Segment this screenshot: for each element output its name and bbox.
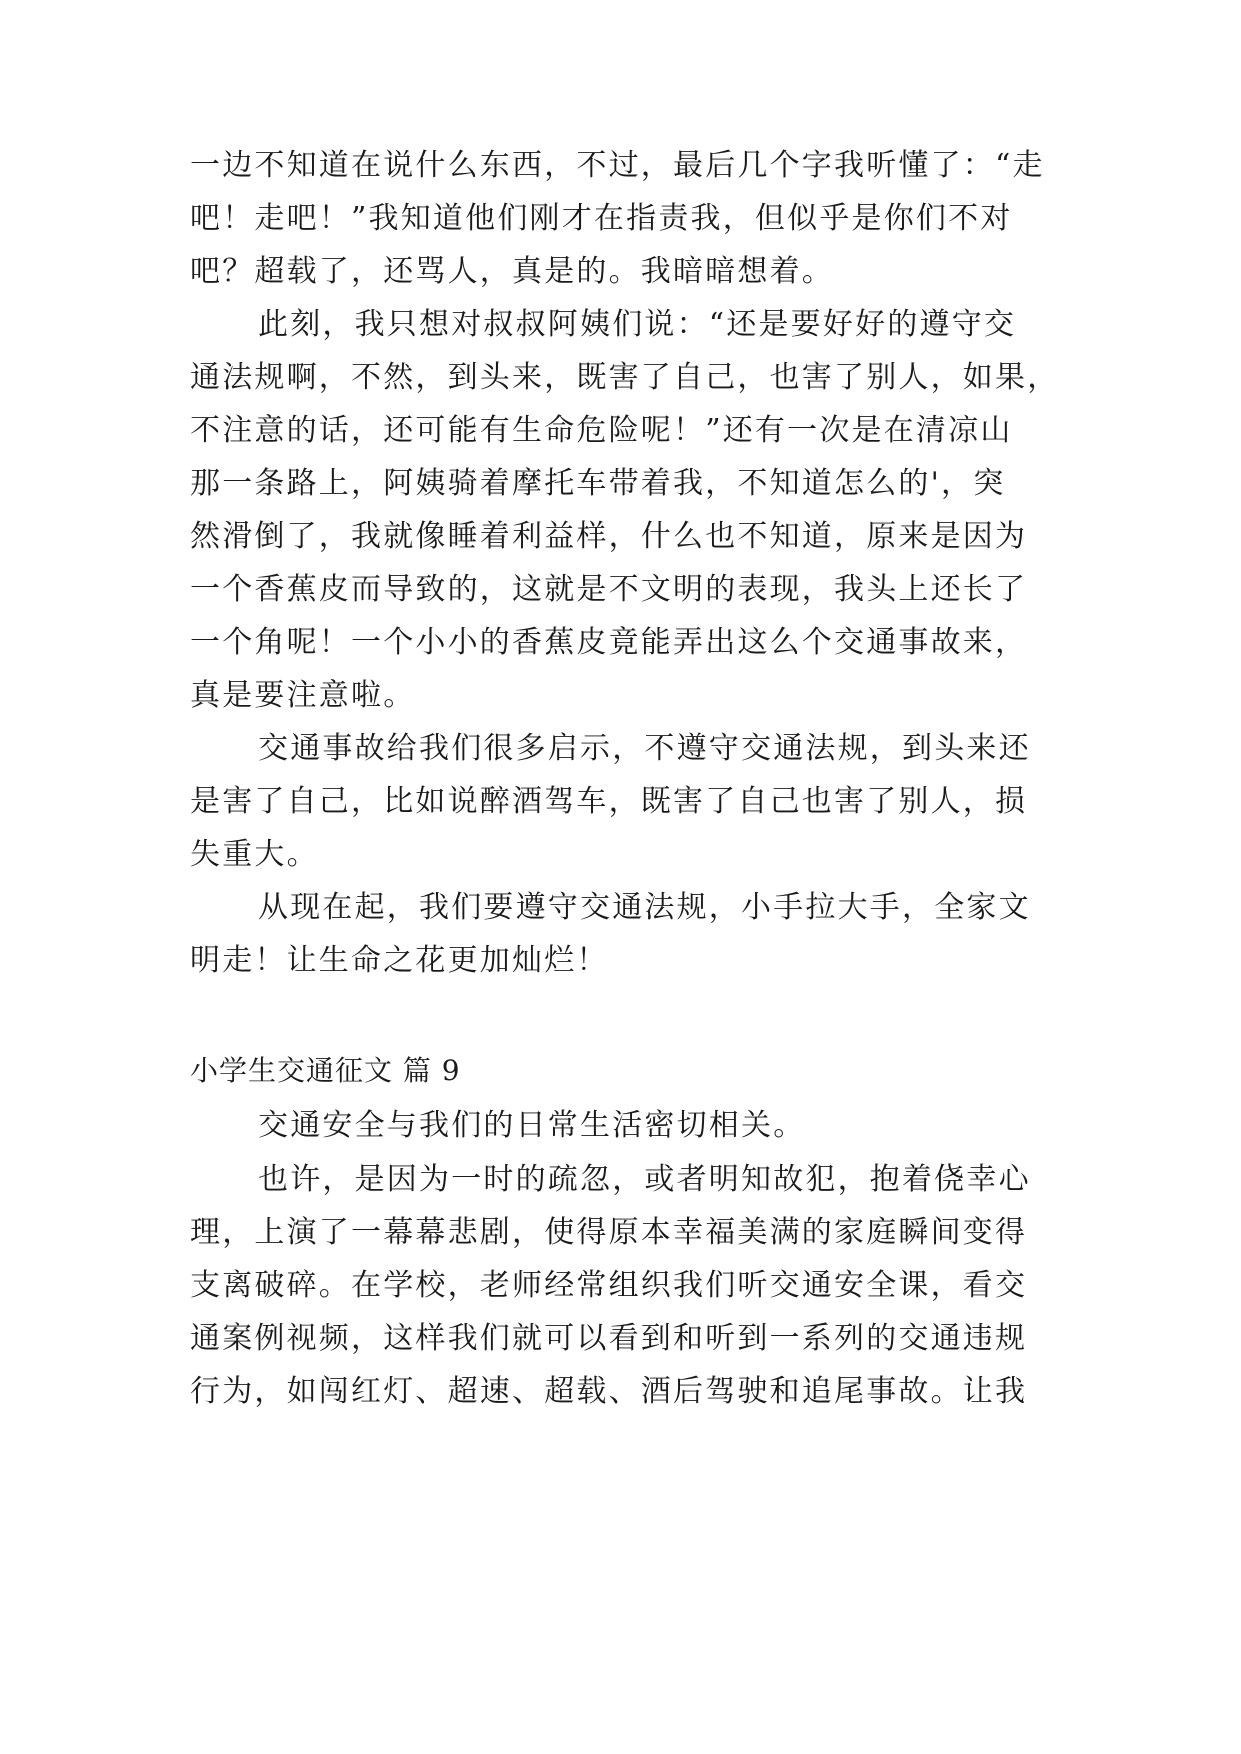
paragraph-2-line-5: 然滑倒了，我就像睡着利益样，什么也不知道，原来是因为	[190, 519, 1028, 554]
section-heading: 小学生交通征文 篇 9	[190, 1054, 461, 1087]
section-paragraph-2-line-1: 也许，是因为一时的疏忽，或者明知故犯，抱着侥幸心	[258, 1162, 1031, 1197]
paragraph-2-line-8: 真是要注意啦。	[190, 678, 416, 713]
section-paragraph-2-line-4: 通案例视频，这样我们就可以看到和听到一系列的交通违规	[190, 1321, 1028, 1356]
paragraph-3-line-1: 交通事故给我们很多启示，不遵守交通法规，到头来还	[258, 731, 1031, 766]
paragraph-2-line-7: 一个角呢！一个小小的香蕉皮竟能弄出这么个交通事故来，	[190, 625, 1028, 660]
paragraph-2-line-2: 通法规啊，不然，到头来，既害了自己，也害了别人，如果，	[190, 360, 1060, 395]
section-paragraph-1-line-1: 交通安全与我们的日常生活密切相关。	[258, 1108, 806, 1143]
paragraph-1-line-3: 吧？超载了，还骂人，真是的。我暗暗想着。	[190, 254, 834, 289]
paragraph-2-line-4: 那一条路上，阿姨骑着摩托车带着我，不知道怎么的'，突	[190, 466, 1006, 501]
paragraph-2-line-1: 此刻，我只想对叔叔阿姨们说：“还是要好好的遵守交	[258, 307, 1017, 342]
paragraph-3-line-2: 是害了自己，比如说醉酒驾车，既害了自己也害了别人，损	[190, 784, 1028, 819]
paragraph-2-line-3: 不注意的话，还可能有生命危险呢！”还有一次是在清凉山	[190, 413, 1013, 448]
paragraph-1-line-2: 吧！走吧！”我知道他们刚才在指责我，但似乎是你们不对	[190, 201, 1013, 236]
section-paragraph-2-line-5: 行为，如闯红灯、超速、超载、酒后驾驶和追尾事故。让我	[190, 1374, 1028, 1409]
section-paragraph-2-line-2: 理，上演了一幕幕悲剧，使得原本幸福美满的家庭瞬间变得	[190, 1215, 1028, 1250]
paragraph-2-line-6: 一个香蕉皮而导致的，这就是不文明的表现，我头上还长了	[190, 572, 1028, 607]
paragraph-4-line-2: 明走！让生命之花更加灿烂！	[190, 943, 609, 978]
paragraph-4-line-1: 从现在起，我们要遵守交通法规，小手拉大手，全家文	[258, 890, 1031, 925]
paragraph-1-line-1: 一边不知道在说什么东西，不过，最后几个字我听懂了：“走	[190, 148, 1045, 183]
section-paragraph-2-line-3: 支离破碎。在学校，老师经常组织我们听交通安全课，看交	[190, 1268, 1028, 1303]
paragraph-3-line-3: 失重大。	[190, 837, 319, 872]
